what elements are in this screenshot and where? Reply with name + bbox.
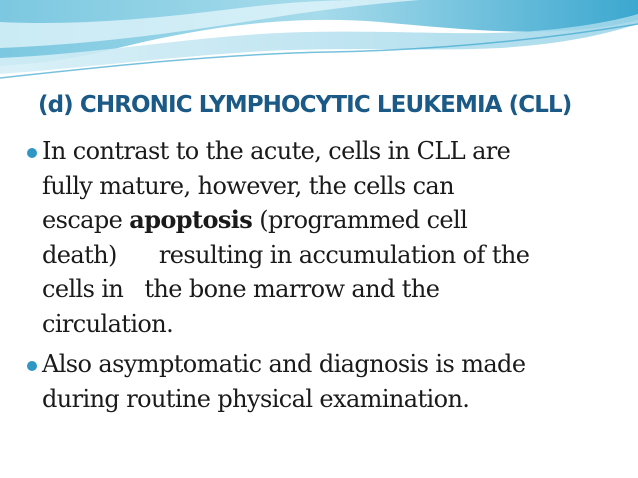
bullet-line-text: escape bbox=[42, 206, 130, 234]
bullet-item bbox=[24, 347, 624, 416]
bullet-line-text: Also asymptomatic and diagnosis is made bbox=[42, 350, 526, 378]
bullet-line-text: cells in the bone marrow and the bbox=[42, 275, 440, 303]
bullet-line-text: fully mature, however, the cells can bbox=[42, 171, 454, 200]
bullet-line bbox=[42, 203, 624, 238]
bullet-line-text: (programmed cell bbox=[252, 206, 468, 234]
slide-title: (d) CHRONIC LYMPHOCYTIC LEUKEMIA (CLL) bbox=[38, 92, 572, 118]
bullet-line bbox=[42, 169, 624, 204]
bullet-line bbox=[42, 382, 624, 417]
bullet-line bbox=[42, 347, 624, 382]
bullet-list bbox=[24, 134, 624, 422]
bullet-line-text: In contrast to the acute, cells in CLL are bbox=[42, 137, 511, 165]
bullet-line-text: death) resulting in accumulation of the bbox=[42, 240, 530, 269]
bullet-line-text: during routine physical examination. bbox=[42, 384, 470, 413]
bullet-line bbox=[42, 272, 624, 307]
bullet-line-text: circulation. bbox=[42, 309, 174, 338]
bullet-line bbox=[42, 307, 624, 342]
bullet-dot-icon bbox=[27, 148, 37, 158]
bold-term: apoptosis bbox=[129, 205, 253, 234]
bullet-line bbox=[42, 238, 624, 273]
bullet-line bbox=[42, 134, 624, 169]
wave-header-decoration bbox=[0, 0, 638, 90]
bullet-item bbox=[24, 134, 624, 341]
bullet-dot-icon bbox=[27, 361, 37, 371]
